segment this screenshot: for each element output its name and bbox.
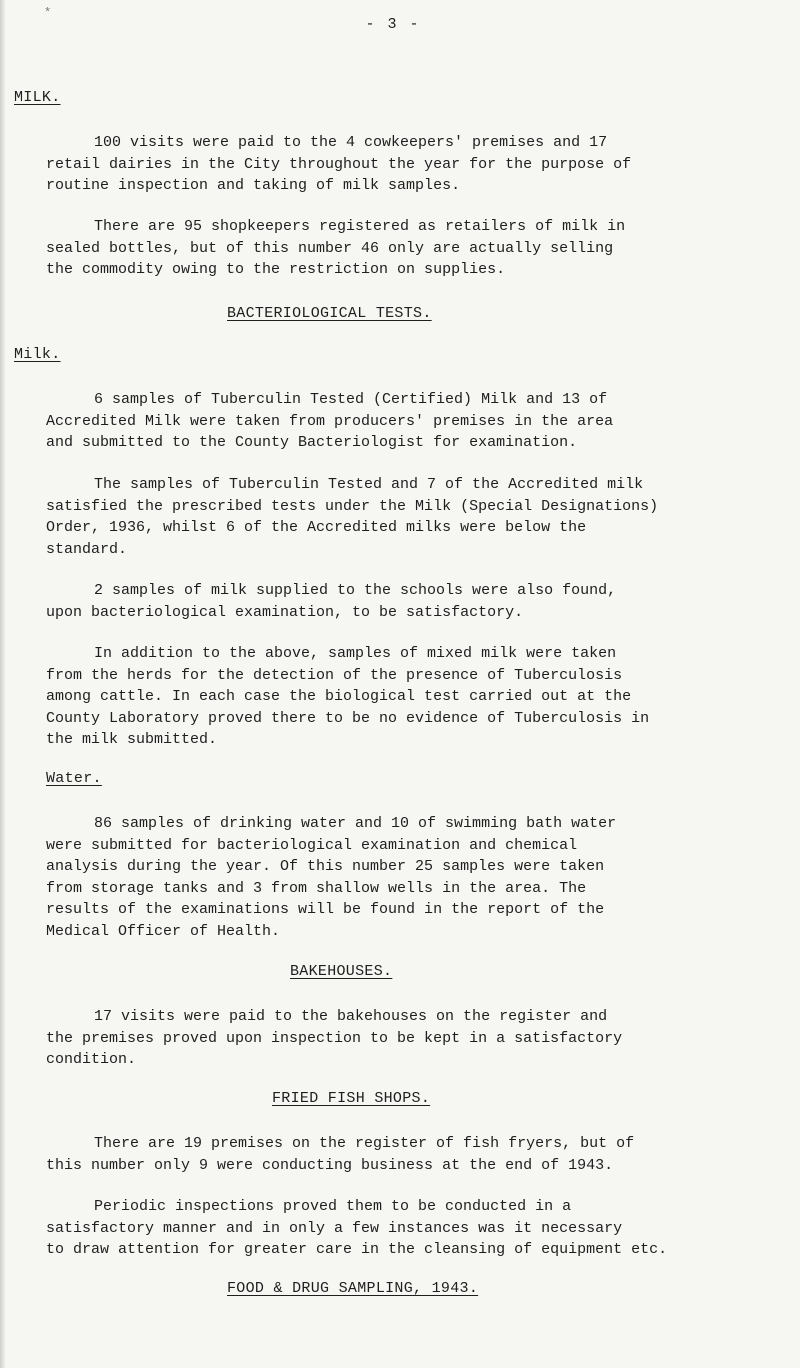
corner-mark: * [44, 6, 52, 20]
food-drug-heading: FOOD & DRUG SAMPLING, 1943. [227, 1280, 479, 1297]
fried-fish-heading: FRIED FISH SHOPS. [272, 1090, 431, 1107]
bacteriological-paragraph-3: 2 samples of milk supplied to the schools were also found, upon bacteriological examination, to be satisfactory. [46, 582, 617, 621]
page-number: - 3 - [365, 16, 421, 33]
fried-fish-paragraph-2: Periodic inspections proved them to be conducted in a satisfactory manner and in only a few instances was it necessary to draw attention for greater care in the cleansing of equipment etc. [46, 1198, 668, 1258]
water-subheading: Water. [46, 770, 102, 787]
page-edge-shadow [0, 0, 6, 1368]
water-paragraph: 86 samples of drinking water and 10 of swimming bath water were submitted for bacteriological examination and chemical analysis during the year. Of this number 25 samples were taken from storage tanks and 3 from shallow wells in the area. The results of the examinations will be found in the report of the Medical Officer of Health. [46, 815, 617, 940]
milk-paragraph-1: 100 visits were paid to the 4 cowkeepers' premises and 17 retail dairies in the City throughout the year for the purpose of routine inspection and taking of milk samples. [46, 134, 632, 194]
milk-paragraph-2: There are 95 shopkeepers registered as retailers of milk in sealed bottles, but of this number 46 only are actually selling the commodity owing to the restriction on supplies. [46, 218, 626, 278]
bakehouses-paragraph: 17 visits were paid to the bakehouses on the register and the premises proved upon inspection to be kept in a satisfactory condition. [46, 1008, 623, 1068]
bakehouses-heading: BAKEHOUSES. [290, 963, 393, 980]
milk-heading: MILK. [14, 89, 61, 106]
bacteriological-paragraph-4: In addition to the above, samples of mixed milk were taken from the herds for the detection of the presence of Tuberculosis among cattle. In each case the biological test carried out at the County Laboratory proved there to be no evidence of Tuberculosis in the milk submitted. [46, 645, 650, 748]
bacteriological-paragraph-2: The samples of Tuberculin Tested and 7 of the Accredited milk satisfied the prescribed tests under the Milk (Special Designations) Order, 1936, whilst 6 of the Accredited milks were below the standard. [46, 476, 659, 558]
bacteriological-paragraph-1: 6 samples of Tuberculin Tested (Certified) Milk and 13 of Accredited Milk were taken from producers' premises in the area and submitted to the County Bacteriologist for examination. [46, 391, 614, 451]
bacteriological-heading: BACTERIOLOGICAL TESTS. [227, 305, 432, 322]
milk-subheading: Milk. [14, 346, 61, 363]
fried-fish-paragraph-1: There are 19 premises on the register of fish fryers, but of this number only 9 were conducting business at the end of 1943. [46, 1135, 635, 1174]
